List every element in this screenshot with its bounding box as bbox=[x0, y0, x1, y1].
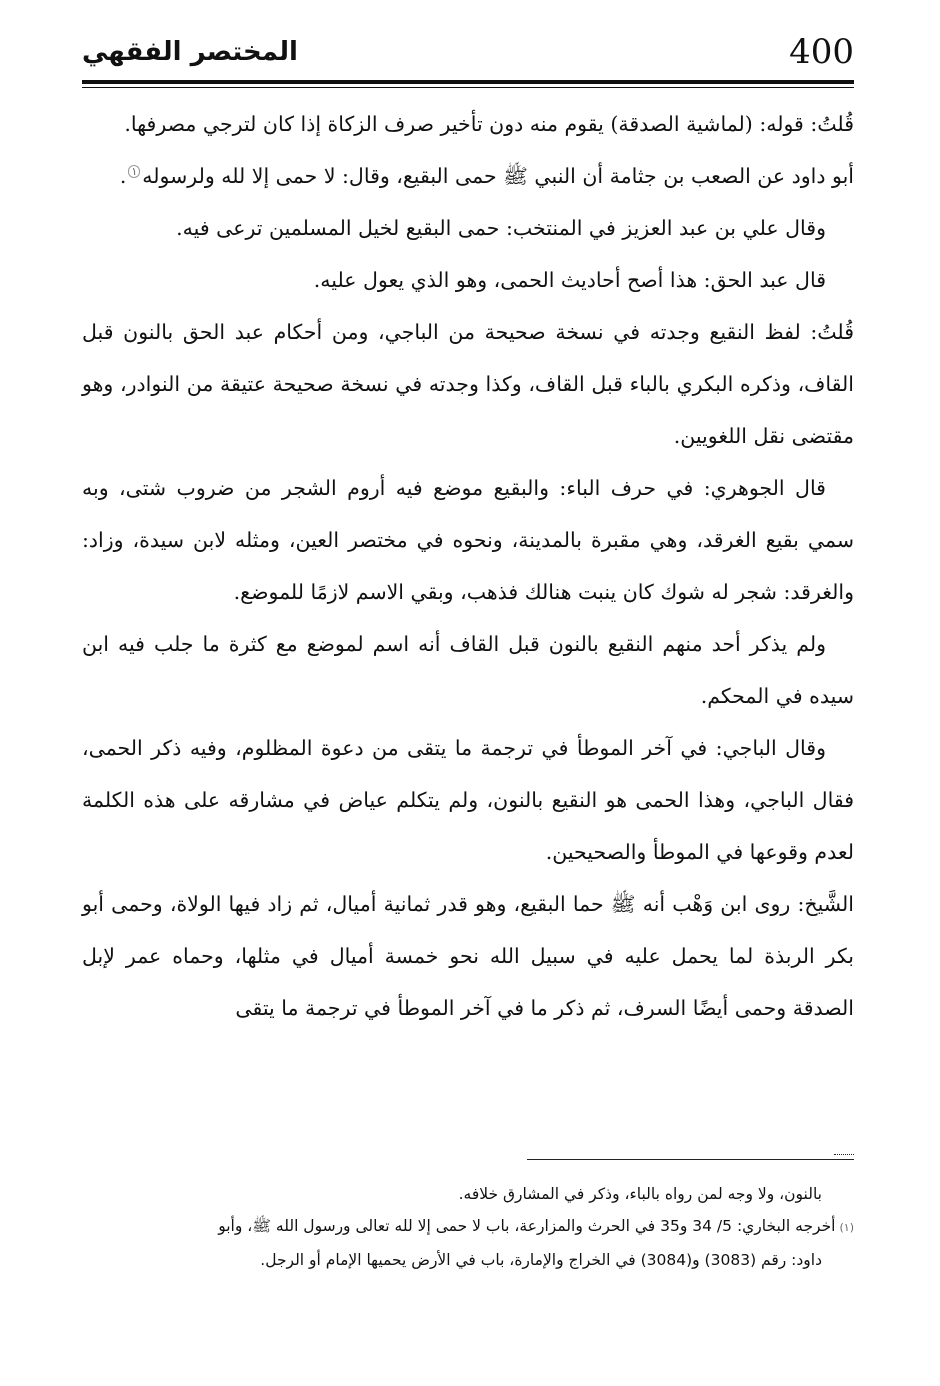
paragraph: قُلتُ: لفظ النقيع وجدته في نسخة صحيحة من الباجي، ومن أحكام عبد الحق بالنون قبل القاف، وذكره البكري بالباء قبل القاف، وكذا وجدته في نسخة صحيحة عتيقة من النوادر، وهو مقتضى نقل اللغويين. bbox=[82, 320, 854, 448]
header-rule-thin bbox=[82, 87, 854, 88]
footnote-line bbox=[82, 1210, 854, 1244]
paragraph: قال عبد الحق: هذا أصح أحاديث الحمى، وهو الذي يعول عليه. bbox=[313, 268, 826, 292]
book-title: المختصر الفقهي bbox=[82, 37, 298, 67]
paragraph: الشَّيخ: روى ابن وَهْب أنه ﷺ حما البقيع، وهو قدر ثمانية أميال، ثم زاد فيها الولاة، وحمى أبو بكر الربذة لما يحمل عليه في سبيل الله نحو خمسة أميال في مثلها، وحماه عمر لإبل الصدقة وحمى أيضًا السرف، ثم ذكر ما في آخر الموطأ في ترجمة ما يتقى bbox=[82, 892, 854, 1020]
footnote-line: داود: رقم (3083) و(3084) في الخراج والإمارة، باب في الأرض يحميها الإمام أو الرجل. bbox=[260, 1251, 822, 1269]
paragraph: وقال علي بن عبد العزيز في المنتخب: حمى البقيع لخيل المسلمين ترعى فيه. bbox=[176, 216, 826, 240]
page-header bbox=[82, 30, 854, 76]
header-rule bbox=[82, 80, 854, 84]
footnotes bbox=[82, 1178, 854, 1276]
paragraph: قُلتُ: قوله: (لماشية الصدقة) يقوم منه دون تأخير صرف الزكاة إذا كان لترجي مصرفها. bbox=[124, 112, 854, 136]
footnote-separator bbox=[527, 1159, 854, 1160]
paragraph: ولم يذكر أحد منهم النقيع بالنون قبل القاف أنه اسم لموضع مع كثرة ما جلب فيه ابن سيده في المحكم. bbox=[82, 632, 854, 708]
paragraph-end: . bbox=[119, 164, 127, 188]
paragraph-hadith bbox=[82, 150, 854, 202]
main-text bbox=[82, 98, 854, 1034]
paragraph: وقال الباجي: في آخر الموطأ في ترجمة ما يتقى من دعوة المظلوم، وفيه ذكر الحمى، فقال الباجي، وهذا الحمى هو النقيع بالنون، ولم يتكلم عياض في مشارقه على هذه الكلمة لعدم وقوعها في الموطأ والصحيحين. bbox=[82, 736, 854, 864]
footnote-separator-mark bbox=[834, 1154, 854, 1155]
footnote-text: أخرجه البخاري: 5/ 34 و35 في الحرث والمزارعة، باب لا حمى إلا لله تعالى ورسول الله ﷺ، وأبو bbox=[218, 1217, 836, 1235]
paragraph-text: أبو داود عن الصعب بن جثامة أن النبي ﷺ حمى البقيع، وقال: لا حمى إلا لله ولرسوله bbox=[142, 164, 854, 188]
footnote-marker: ١ bbox=[128, 165, 140, 178]
footnote-number: (١) bbox=[839, 1221, 854, 1234]
footnote-line: بالنون، ولا وجه لمن رواه بالباء، وذكر في المشارق خلافه. bbox=[458, 1185, 822, 1203]
paragraph: قال الجوهري: في حرف الباء: والبقيع موضع فيه أروم الشجر من ضروب شتى، وبه سمي بقيع الغرقد، وهي مقبرة بالمدينة، ونحوه في مختصر العين، ومثله لابن سيدة، وزاد: والغرقد: شجر له شوك كان ينبت هنالك فذهب، وبقي الاسم لازمًا للموضع. bbox=[82, 476, 854, 604]
page-number: 400 bbox=[789, 32, 854, 72]
